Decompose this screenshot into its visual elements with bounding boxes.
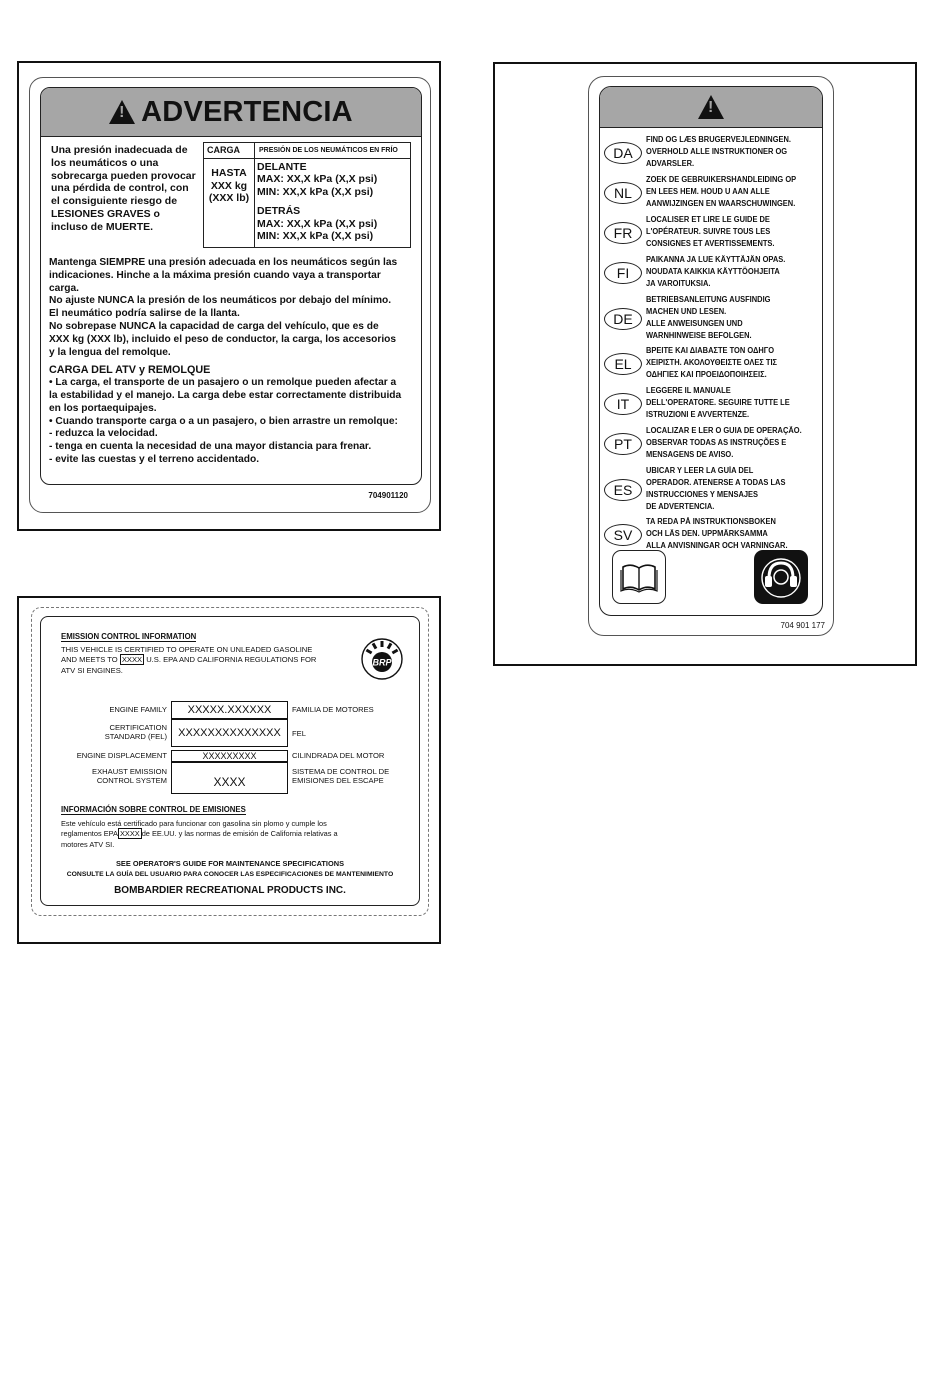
body-line: XXX kg (XXX lb), incluido el peso de conductor, la carga, los accesorios [49, 333, 397, 345]
language-text [646, 345, 777, 381]
warning-label-outline [29, 77, 431, 513]
en-line: THIS VEHICLE IS CERTIFIED TO OPERATE ON UNLEADED GASOLINE [61, 645, 313, 654]
language-code: DA [604, 142, 642, 164]
rear-label: DETRÁS [257, 205, 301, 218]
language-line: EN LEES HEM. HOUD U AAN ALLE [646, 187, 770, 196]
language-line: JA VAROITUKSIA. [646, 279, 711, 288]
emission-english-text [61, 645, 316, 676]
es-line [61, 829, 338, 839]
language-line: OCH LÄS DEN. UPPMÄRKSAMMA [646, 529, 768, 538]
section-line: - reduzca la velocidad. [49, 428, 158, 440]
language-line: L'OPÉRATEUR. SUIVRE TOUS LES [646, 227, 771, 236]
language-line: OVERHOLD ALLE INSTRUKTIONER OG [646, 147, 788, 156]
load-column [204, 143, 255, 247]
exhaust-system-value: XXXX [171, 762, 288, 794]
front-min: MIN: XX,X kPa (X,X psi) [257, 185, 374, 198]
language-label-frame [493, 62, 917, 666]
section-line: - evite las cuestas y el terreno accidentado. [49, 453, 260, 465]
language-line: PAIKANNA JA LUE KÄYTTÄJÄN OPAS. [646, 255, 786, 264]
language-line: ΟΔΗΓΙΕΣ ΚΑΙ ΠΡΟΕΙΔΟΠΟΙΗΣΕΙΣ. [646, 370, 767, 379]
row-es-line: EMISIONES DEL ESCAPE [292, 776, 384, 785]
language-line: ADVARSLER. [646, 159, 695, 168]
language-line: ΒΡΕΙΤΕ ΚΑΙ ΔΙΑΒΑΣΤΕ ΤΟΝ ΟΔΗΓΟ [646, 346, 775, 355]
body-line: No sobrepase NUNCA la capacidad de carga del vehículo, que es de [49, 320, 379, 332]
row-label-line: CERTIFICATION [109, 723, 167, 732]
warning-triangle-icon [698, 95, 724, 119]
emission-label-frame [17, 596, 441, 944]
tire-pressure-table [203, 142, 411, 248]
body-line: carga. [49, 282, 80, 294]
front-label: DELANTE [257, 161, 307, 173]
language-label-code: 704 901 177 [780, 621, 825, 630]
warning-header [41, 88, 421, 137]
language-line: INSTRUCCIONES Y MENSAJES [646, 490, 759, 499]
language-line: CONSIGNES ET AVERTISSEMENTS. [646, 239, 775, 248]
cert-standard-label [57, 723, 167, 741]
language-line: FIND OG LÆS BRUGERVEJLEDNINGEN. [646, 135, 792, 144]
language-line: TA REDA PÅ INSTRUKTIONSBOKEN [646, 517, 776, 526]
language-line: OBSERVAR TODAS AS INSTRUÇÕES E [646, 438, 787, 447]
language-code: ES [604, 479, 642, 501]
es-line: Este vehículo está certificado para funcionar con gasolina sin plomo y cumple los [61, 819, 327, 828]
warning-body [49, 257, 417, 467]
row-es-line: CILINDRADA DEL MOTOR [292, 751, 385, 760]
row-label-line: CONTROL SYSTEM [96, 776, 167, 785]
intro-line: el consiguiente riesgo de [51, 195, 178, 208]
language-code: EL [604, 353, 642, 375]
cert-standard-value: XXXXXXXXXXXXXX [171, 719, 288, 747]
body-line: No ajuste NUNCA la presión de los neumáticos por debajo del mínimo. [49, 295, 392, 307]
pressure-column-header: PRESIÓN DE LOS NEUMÁTICOS EN FRÍO [255, 143, 410, 159]
section-line: • La carga, el transporte de un pasajero o un remolque pueden afectar a [49, 377, 397, 389]
en-line: ATV SI ENGINES. [61, 665, 123, 675]
language-code: FR [604, 222, 642, 244]
body-line: indicaciones. Hinche a la máxima presión cuando vaya a transportar [49, 269, 381, 281]
intro-line: los neumáticos o una [51, 156, 159, 169]
row-label-line: STANDARD (FEL) [104, 732, 167, 741]
language-code: PT [604, 433, 642, 455]
warning-label-code: 704901120 [368, 491, 408, 500]
language-line: ΧΕΙΡΙΣΤΗ. ΑΚΟΛΟΥΘΕΙΣΤΕ ΟΛΕΣ ΤΙΣ [646, 358, 778, 367]
language-label-outline [588, 76, 834, 636]
language-line: NOUDATA KAIKKIA KÄYTTÖOHJEITA [646, 267, 780, 276]
load-line: (XXX lb) [208, 192, 250, 204]
language-code: DE [604, 308, 642, 330]
exhaust-system-spanish [292, 767, 389, 785]
language-label [599, 86, 823, 616]
load-column-header: CARGA [204, 143, 254, 159]
language-text [646, 385, 790, 421]
language-line: ALLA ANVISNINGAR OCH VARNINGAR. [646, 541, 788, 550]
language-line: DE ADVERTENCIA. [646, 502, 715, 511]
language-line: AANWIJZINGEN EN WAARSCHUWINGEN. [646, 199, 796, 208]
warning-label [40, 87, 422, 485]
displacement-spanish [292, 751, 384, 760]
row-es-line: SISTEMA DE CONTROL DE [292, 767, 390, 776]
engine-family-value: XXXXX.XXXXXX [171, 701, 288, 719]
language-line: ZOEK DE GEBRUIKERSHANDLEIDING OP [646, 175, 797, 184]
book-icon [612, 550, 666, 604]
intro-line: sobrecarga pueden provocar [51, 169, 196, 182]
brp-logo [361, 638, 403, 680]
en-standard-box: XXXX [121, 655, 143, 665]
language-line: ALLE ANWEISUNGEN UND [646, 319, 743, 328]
language-line: BETRIEBSANLEITUNG AUSFINDIG [646, 295, 771, 304]
company-name: BOMBARDIER RECREATIONAL PRODUCTS INC. [114, 885, 346, 896]
front-max: MAX: XX,X kPa (X,X psi) [257, 173, 378, 186]
language-text [646, 294, 770, 342]
language-line: LEGGERE IL MANUALE [646, 386, 731, 395]
language-text [646, 516, 788, 552]
section-title: CARGA DEL ATV y REMOLQUE [49, 364, 211, 377]
exhaust-system-label [57, 767, 167, 785]
section-line: - tenga en cuenta la necesidad de una mayor distancia para frenar. [49, 441, 372, 453]
en-line-post: U.S. EPA AND CALIFORNIA REGULATIONS FOR [146, 655, 317, 665]
intro-line: LESIONES GRAVES o [51, 207, 160, 220]
emission-label [40, 616, 420, 906]
language-line: DELL'OPERATORE. SEGUIRE TUTTE LE [646, 398, 790, 407]
language-text [646, 465, 785, 513]
en-line [61, 655, 316, 665]
displacement-label [57, 751, 167, 760]
warning-intro [51, 144, 203, 234]
emission-spanish-text [61, 819, 338, 850]
es-standard-box: XXXX [119, 829, 140, 839]
pressure-values [257, 161, 410, 242]
section-line: • Cuando transporte carga o a un pasajero, o bien arrastre un remolque: [49, 415, 398, 427]
language-line: OPERADOR. ATENERSE A TODAS LAS [646, 478, 786, 487]
maintenance-note-es: CONSULTE LA GUÍA DEL USUARIO PARA CONOCER LAS ESPECIFICACIONES DE MANTENIMIENTO [66, 871, 394, 878]
warning-triangle-icon [109, 100, 135, 124]
language-line: WARNHINWEISE BEFOLGEN. [646, 331, 752, 340]
load-line: XXX kg [210, 179, 248, 192]
language-header [600, 87, 822, 128]
section-line: la estabilidad y el manejo. La carga debe estar correctamente distribuida [49, 389, 402, 401]
body-line: y la lengua del remolque. [49, 346, 171, 358]
intro-line: incluso de MUERTE. [51, 220, 154, 233]
engine-family-spanish [292, 705, 374, 714]
language-text [646, 214, 775, 250]
hearing-protection-icon [754, 550, 808, 604]
language-text [646, 134, 791, 170]
row-es-line: FEL [292, 729, 306, 738]
load-value [204, 167, 254, 205]
language-line: LOCALISER ET LIRE LE GUIDE DE [646, 215, 770, 224]
language-code: NL [604, 182, 642, 204]
displacement-value: XXXXXXXXX [171, 750, 288, 762]
language-code: FI [604, 262, 642, 284]
warning-title: ADVERTENCIA [141, 95, 353, 128]
language-code: IT [604, 393, 642, 415]
language-line: MENSAGENS DE AVISO. [646, 450, 734, 459]
row-es-line: FAMILIA DE MOTORES [292, 705, 374, 714]
warning-label-frame [17, 61, 441, 531]
es-line: motores ATV SI. [61, 839, 115, 849]
language-line: UBICAR Y LEER LA GUÍA DEL [646, 466, 754, 475]
language-text [646, 425, 802, 461]
row-label-line: ENGINE DISPLACEMENT [76, 751, 167, 760]
body-line: Mantenga SIEMPRE una presión adecuada en los neumáticos según las [49, 257, 398, 268]
section-line: en los portaequipajes. [49, 402, 157, 414]
language-text [646, 174, 796, 210]
language-line: LOCALIZAR E LER O GUIA DE OPERAÇÃO. [646, 426, 802, 435]
en-line-pre: AND MEETS TO [61, 655, 118, 665]
load-line: HASTA [211, 167, 247, 179]
rear-min: MIN: XX,X kPa (X,X psi) [257, 230, 374, 243]
rear-max: MAX: XX,X kPa (X,X psi) [257, 217, 378, 230]
body-line: El neumático podría salirse de la llanta. [49, 308, 240, 320]
emission-spanish-heading: INFORMACIÓN SOBRE CONTROL DE EMISIONES [61, 805, 246, 814]
emission-label-cutline [31, 607, 429, 916]
intro-line: Una presión inadecuada de [51, 144, 188, 156]
intro-line: una pérdida de control, con [51, 182, 189, 195]
language-line: ISTRUZIONI E AVVERTENZE. [646, 410, 750, 419]
language-line: MACHEN UND LESEN. [646, 307, 727, 316]
brp-logo-text: BRP [372, 657, 392, 668]
engine-family-label [57, 705, 167, 714]
language-code: SV [604, 524, 642, 546]
language-text [646, 254, 785, 290]
es-line-post: de EE.UU. y las normas de emisión de California relativas a [141, 829, 338, 839]
emission-heading: EMISSION CONTROL INFORMATION [61, 632, 197, 641]
es-line-pre: reglamentos EPA [61, 829, 118, 839]
cert-standard-spanish [292, 729, 306, 738]
row-label-line: ENGINE FAMILY [109, 705, 167, 714]
row-label-line: EXHAUST EMISSION [92, 767, 167, 776]
maintenance-note-en: SEE OPERATOR'S GUIDE FOR MAINTENANCE SPECIFICATIONS [115, 859, 344, 868]
